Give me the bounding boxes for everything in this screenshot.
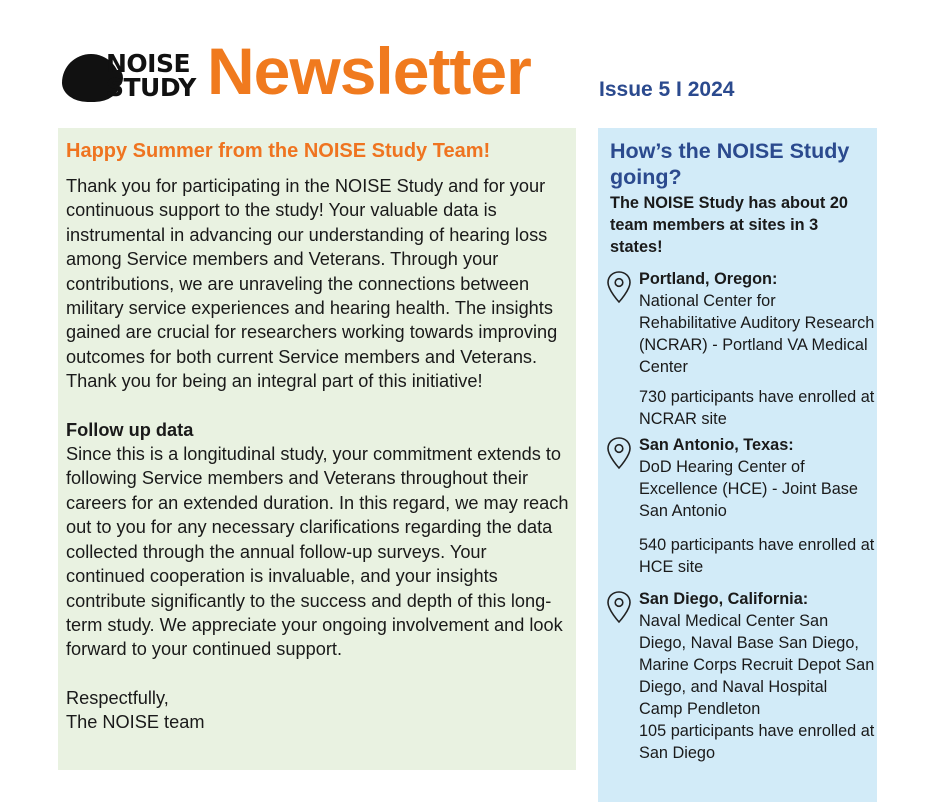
site-enrollment: 540 participants have enrolled at HCE site [639,536,875,576]
follow-up-heading: Follow up data [66,419,194,440]
logo-line-1: NOISE [106,49,191,78]
article-body [66,174,570,735]
location-pin-icon [606,270,632,304]
signoff-line-2: The NOISE team [66,712,205,733]
location-pin-icon [606,436,632,470]
study-sidebar [598,128,877,802]
site-description: DoD Hearing Center of Excellence (HCE) - Joint Base San Antonio [639,458,858,520]
site-description: National Center for Rehabilitative Auditory Research (NCRAR) - Portland VA Medical Center [639,292,875,376]
site-enrollment: 105 participants have enrolled at San Diego [639,722,875,762]
logo-line-2: STUDY [106,73,196,102]
sidebar-heading: How’s the NOISE Study going? [610,139,850,189]
article-heading: Happy Summer from the NOISE Study Team! [66,140,491,162]
logo-text [106,49,196,102]
site-enrollment: 730 participants have enrolled at NCRAR site [639,388,875,428]
site-name: Portland, Oregon: [639,270,778,288]
sidebar-intro: The NOISE Study has about 20 team members at sites in 3 states! [610,194,848,256]
issue-label: Issue 5 I 2024 [599,78,735,101]
location-pin-icon [606,590,632,624]
site-name: San Diego, California: [639,590,809,608]
signoff-line-1: Respectfully, [66,687,169,708]
newsletter-title: Newsletter [207,34,531,108]
noise-study-logo [60,48,210,108]
site-description: Naval Medical Center San Diego, Naval Base San Diego, Marine Corps Recruit Depot San Diego, and Naval Hospital Camp Pendleton [639,612,875,718]
main-article [58,128,576,770]
newsletter-header [0,0,934,125]
site-name: San Antonio, Texas: [639,436,794,454]
article-paragraph-1: Thank you for participating in the NOISE Study and for your continuous support to the study! Your valuable data is instrumental in advancing our understanding of hearing loss among Service members and Veterans. Through your contributions, we are unraveling the connections between military service experiences and hearing health. The insights gained are crucial for researchers working towards improving outcomes for both current Service members and Veterans. Thank you for being an integral part of this initiative! [66,176,558,392]
article-paragraph-2: Since this is a longitudinal study, your commitment extends to following Service members and Veterans throughout their careers for an extended duration. In this regard, we may reach out to you for any necessary clarifications regarding the data collected through the annual follow-up surveys. Your continued cooperation is invaluable, and your insights contribute significantly to the success and depth of this long-term study. We appreciate your ongoing involvement and look forward to your continued support. [66,444,569,660]
